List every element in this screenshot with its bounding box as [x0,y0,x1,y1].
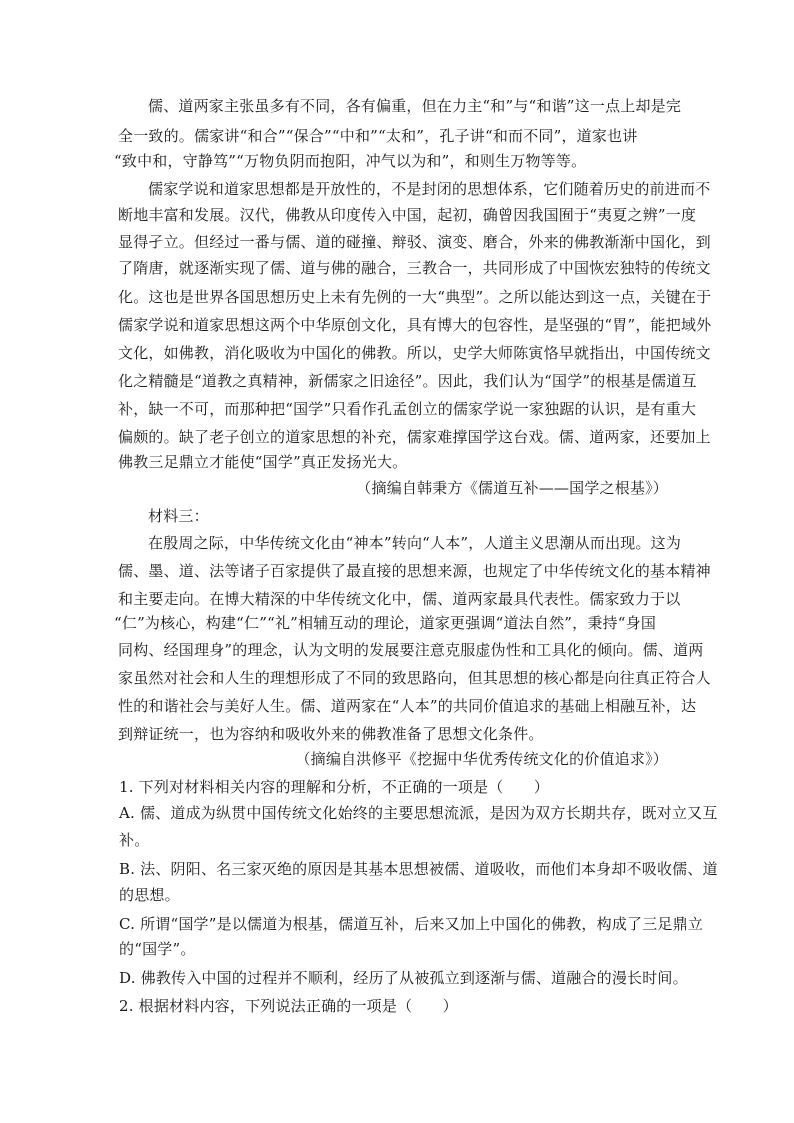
question-2-stem: 2. 根据材料内容，下列说法正确的一项是（ ） [119,997,458,1015]
para2-line-7: 文化，如佛教，消化吸收为中国化的佛教。所以，史学大师陈寅恪早就指出，中国传统文 [118,344,711,362]
para3-line-2: 儒、墨、道、法等诸子百家提供了最直接的思想来源，也规定了中华传统文化的基本精神 [118,562,711,580]
para3-line-3: 和主要走向。在博大精深的中华传统文化中，儒、道两家最具代表性。儒家致力于以 [118,590,681,608]
question-1-option-d: D. 佛教传入中国的过程并不顺利，经历了从被孤立到逐渐与儒、道融合的漫长时间。 [119,969,688,987]
question-1-option-a-cont: 补。 [119,831,150,849]
para2-line-9: 补，缺一不可，而那种把“国学”只看作孔孟创立的儒家学说一家独踞的认识，是有重大 [118,400,697,418]
para2-line-5: 化。这也是世界各国思想历史上未有先例的一大“典型”。之所以能达到这一点，关键在于 [118,288,712,306]
para3-line-7: 性的和谐社会与美好人生。儒、道两家在“人本”的共同价值追求的基础上相融互补，达 [118,697,697,715]
para3-line-6: 家虽然对社会和人生的理想形成了不同的致思路向，但其思想的核心都是向往真正符合人 [118,669,711,687]
para3-line-5: 同构、经国理身”的理念，认为文明的发展要注意克服虚伪性和工具化的倾向。儒、道两 [118,641,704,659]
para3-line-8: 到辩证统一，也为容纳和吸收外来的佛教准备了思想文化条件。 [118,725,544,743]
question-1-option-b-cont: 的思想。 [119,886,180,904]
question-1-option-b: B. 法、阴阳、名三家灭绝的原因是其基本思想被儒、道吸收，而他们本身却不吸收儒、道 [119,860,718,878]
para2-line-6: 儒家学说和道家思想这两个中华原创文化，具有博大的包容性，是坚强的“胃”，能把域外 [118,316,712,334]
para2-line-11: 佛教三足鼎立才能使“国学”真正发扬光大。 [118,453,408,471]
para2-line-3: 显得孑立。但经过一番与儒、道的碰撞、辩驳、演变、磨合，外来的佛教渐渐中国化，到 [118,233,711,251]
para1-line-3: “致中和，守静笃”“万物负阴而抱阳，冲气以为和”，和则生万物等等。 [114,152,587,170]
para2-line-1: 儒家学说和道家思想都是开放性的，不是封闭的思想体系，它们随着历史的前进而不 [148,180,711,198]
material3-label: 材料三： [148,507,209,525]
para1-line-2: 全一致的。儒家讲“和合”“保合”“中和”“太和”，孔子讲“和而不同”，道家也讲 [118,127,638,145]
question-1-option-a: A. 儒、道成为纵贯中国传统文化始终的主要思想流派，是因为双方长期共存，既对立又互 [119,804,718,822]
para2-line-2: 断地丰富和发展。汉代，佛教从印度传入中国，起初，确曾因我国囿于“夷夏之辨”一度 [118,206,697,224]
para2-line-4: 了隋唐，就逐渐实现了儒、道与佛的融合，三教合一，共同形成了中国恢宏独特的传统文 [118,259,711,277]
question-1-option-c-cont: 的“国学”。 [119,940,196,958]
question-1-option-c: C. 所谓“国学”是以儒道为根基，儒道互补，后来又加上中国化的佛教，构成了三足鼎立 [119,915,704,933]
para3-line-4: “仁”为核心，构建“仁”“礼”相辅互动的理论，道家更强调“道法自然”，秉持“身国 [114,614,657,632]
source-citation-2: （摘编自洪修平《挖掘中华优秀传统文化的价值追求》） [295,750,668,768]
para1-line-1: 儒、道两家主张虽多有不同，各有偏重，但在力主“和”与“和谐”这一点上却是完 [148,97,682,115]
para3-line-1: 在殷周之际，中华传统文化由“神本”转向“人本”，人道主义思潮从而出现。这为 [148,534,682,552]
source-citation-1: （摘编自韩秉方《儒道互补——国学之根基》） [356,479,668,497]
para2-line-8: 化之精髓是“道教之真精神，新儒家之旧途径”。因此，我们认为“国学”的根基是儒道互 [118,372,697,390]
question-1-stem: 1. 下列对材料相关内容的理解和分析，不正确的一项是（ ） [119,778,550,796]
para2-line-10: 偏颇的。缺了老子创立的道家思想的补充，儒家难撑国学这台戏。儒、道两家，还要加上 [118,428,711,446]
